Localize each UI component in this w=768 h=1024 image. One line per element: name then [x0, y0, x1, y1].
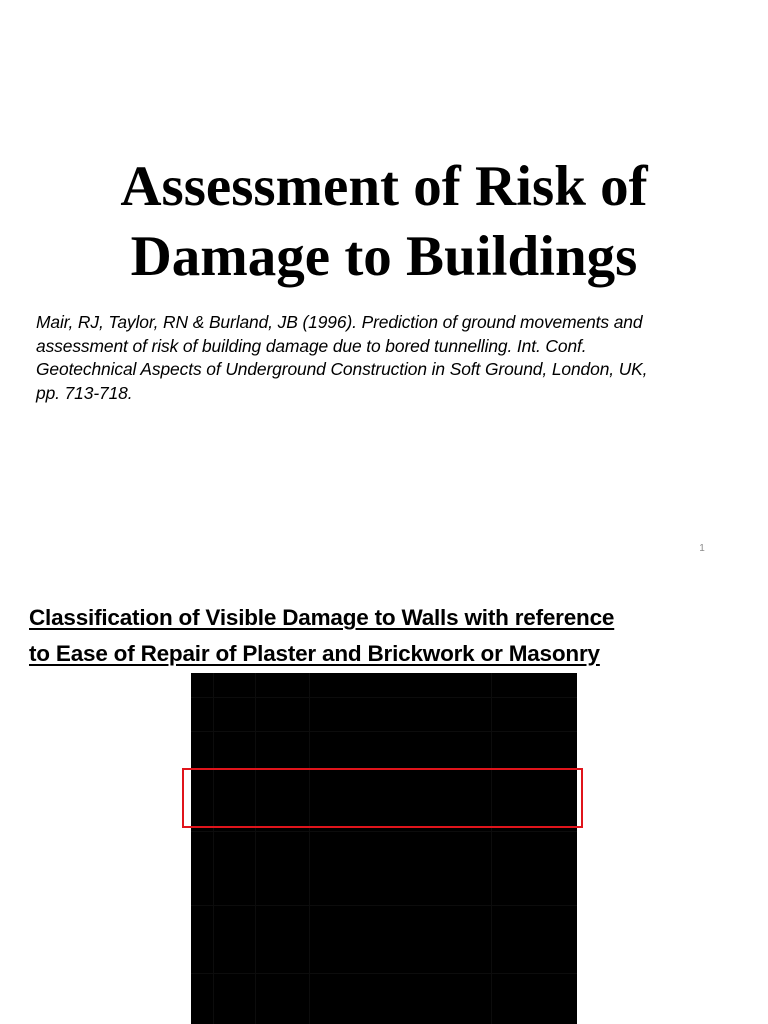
section-heading	[29, 600, 749, 672]
table-grid-line	[191, 697, 577, 698]
highlight-box	[182, 768, 583, 828]
slide-title-line-1: Assessment of Risk of	[120, 155, 648, 218]
table-grid-line	[255, 673, 256, 1024]
slide-number: 1	[699, 543, 705, 554]
table-grid-line	[191, 973, 577, 974]
citation-line-2: assessment of risk of building damage due to bored tunnelling. Int. Conf.	[36, 335, 587, 356]
table-grid-line	[491, 673, 492, 1024]
slide-2	[0, 576, 768, 1024]
damage-classification-table-image	[191, 673, 577, 1024]
citation-line-3: Geotechnical Aspects of Underground Construction in Soft Ground, London, UK,	[36, 359, 648, 379]
table-grid-line	[191, 731, 577, 732]
table-grid-line	[309, 673, 310, 1024]
table-grid-line	[213, 673, 214, 1024]
citation-line-1: Mair, RJ, Taylor, RN & Burland, JB (1996). Prediction of ground movements and	[36, 312, 643, 332]
table-grid-line	[191, 905, 577, 906]
citation-reference	[36, 311, 736, 405]
slide-title-line-2: Damage to Buildings	[130, 225, 638, 288]
section-heading-line-2: to Ease of Repair of Plaster and Brickwork or Masonry	[29, 641, 600, 666]
table-grid-line	[191, 831, 577, 832]
slide-title	[20, 152, 748, 292]
section-heading-line-1: Classification of Visible Damage to Walls with reference	[29, 605, 615, 630]
citation-line-4: pp. 713-718.	[36, 382, 133, 403]
